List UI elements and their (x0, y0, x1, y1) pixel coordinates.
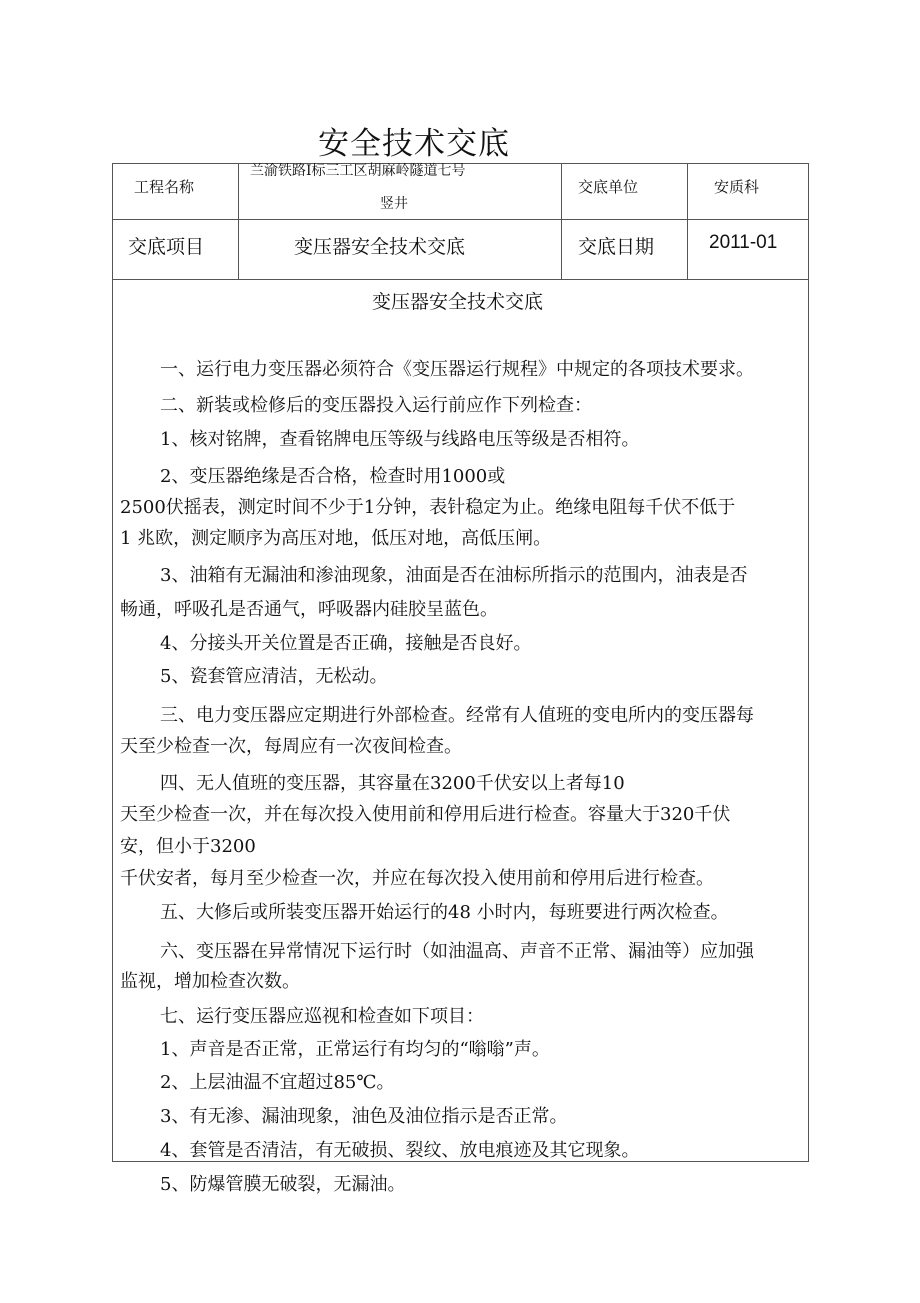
date-value: 2011-01 (709, 232, 778, 253)
body-line: 4、套管是否清洁，有无破损、裂纹、放电痕迹及其它现象。 (160, 1140, 640, 1161)
document-title: 安全技术交底 (318, 126, 510, 162)
body-line: 安，但小于3200 (120, 836, 256, 857)
body-line: 三、电力变压器应定期进行外部检查。经常有人值班的变电所内的变压器每 (160, 705, 754, 726)
body-line: 六、变压器在异常情况下运行时（如油温高、声音不正常、漏油等）应加强 (160, 941, 754, 962)
table-row-divider (112, 279, 809, 280)
body-heading: 变压器安全技术交底 (372, 291, 544, 313)
body-line: 2、变压器绝缘是否合格，检查时用1000或 (160, 466, 506, 487)
body-line: 3、油箱有无漏油和渗油现象，油面是否在油标所指示的范围内，油表是否 (160, 565, 748, 586)
table-column-divider (687, 163, 688, 280)
body-line: 4、分接头开关位置是否正确，接触是否良好。 (160, 633, 532, 654)
table-column-divider (238, 163, 239, 280)
table-row-divider (112, 219, 809, 220)
body-line: 五、大修后或所装变压器开始运行的48 小时内，每班要进行两次检查。 (160, 902, 729, 923)
body-line: 5、防爆管膜无破裂，无漏油。 (160, 1174, 406, 1195)
body-line: 七、运行变压器应巡视和检查如下项目： (160, 1006, 484, 1027)
unit-value: 安质科 (714, 178, 760, 196)
body-line: 1 兆欧，测定顺序为高压对地，低压对地，高低压闸。 (120, 528, 552, 549)
body-line: 3、有无渗、漏油现象，油色及油位指示是否正常。 (160, 1106, 568, 1127)
body-line: 一、运行电力变压器必须符合《变压器运行规程》中规定的各项技术要求。 (160, 359, 754, 380)
project-name-label: 工程名称 (134, 178, 195, 196)
item-value: 变压器安全技术交底 (294, 236, 466, 258)
body-line: 二、新装或检修后的变压器投入运行前应作下列检查： (160, 395, 592, 416)
table-column-divider (561, 163, 562, 280)
body-line: 四、无人值班的变压器，其容量在3200千伏安以上者每10 (160, 773, 625, 794)
body-line: 监视，增加检查次数。 (120, 971, 300, 992)
body-line: 天至少检查一次，并在每次投入使用前和停用后进行检查。容量大于320千伏 (120, 804, 731, 825)
project-name-line2: 竖井 (380, 196, 408, 212)
body-line: 千伏安者，每月至少检查一次，并应在每次投入使用前和停用后进行检查。 (120, 868, 714, 889)
unit-label: 交底单位 (578, 178, 639, 196)
body-line: 1、声音是否正常，正常运行有均匀的“嗡嗡”声。 (160, 1039, 550, 1060)
item-label: 交底项目 (128, 236, 205, 258)
body-line: 1、核对铭牌，查看铭牌电压等级与线路电压等级是否相符。 (160, 429, 640, 450)
body-line: 2500伏摇表，测定时间不少于1分钟，表针稳定为止。绝缘电阻每千伏不低于 (120, 497, 736, 518)
body-line: 天至少检查一次，每周应有一次夜间检查。 (120, 736, 462, 757)
date-label: 交底日期 (578, 236, 655, 258)
body-line: 2、上层油温不宜超过85℃。 (160, 1072, 395, 1093)
body-line: 5、瓷套管应清洁，无松动。 (160, 666, 388, 687)
project-name-line1: 兰渝铁路Ⅰ标三工区胡麻岭隧道七号 (250, 163, 466, 179)
body-line: 畅通，呼吸孔是否通气，呼吸器内硅胶呈蓝色。 (120, 599, 498, 620)
